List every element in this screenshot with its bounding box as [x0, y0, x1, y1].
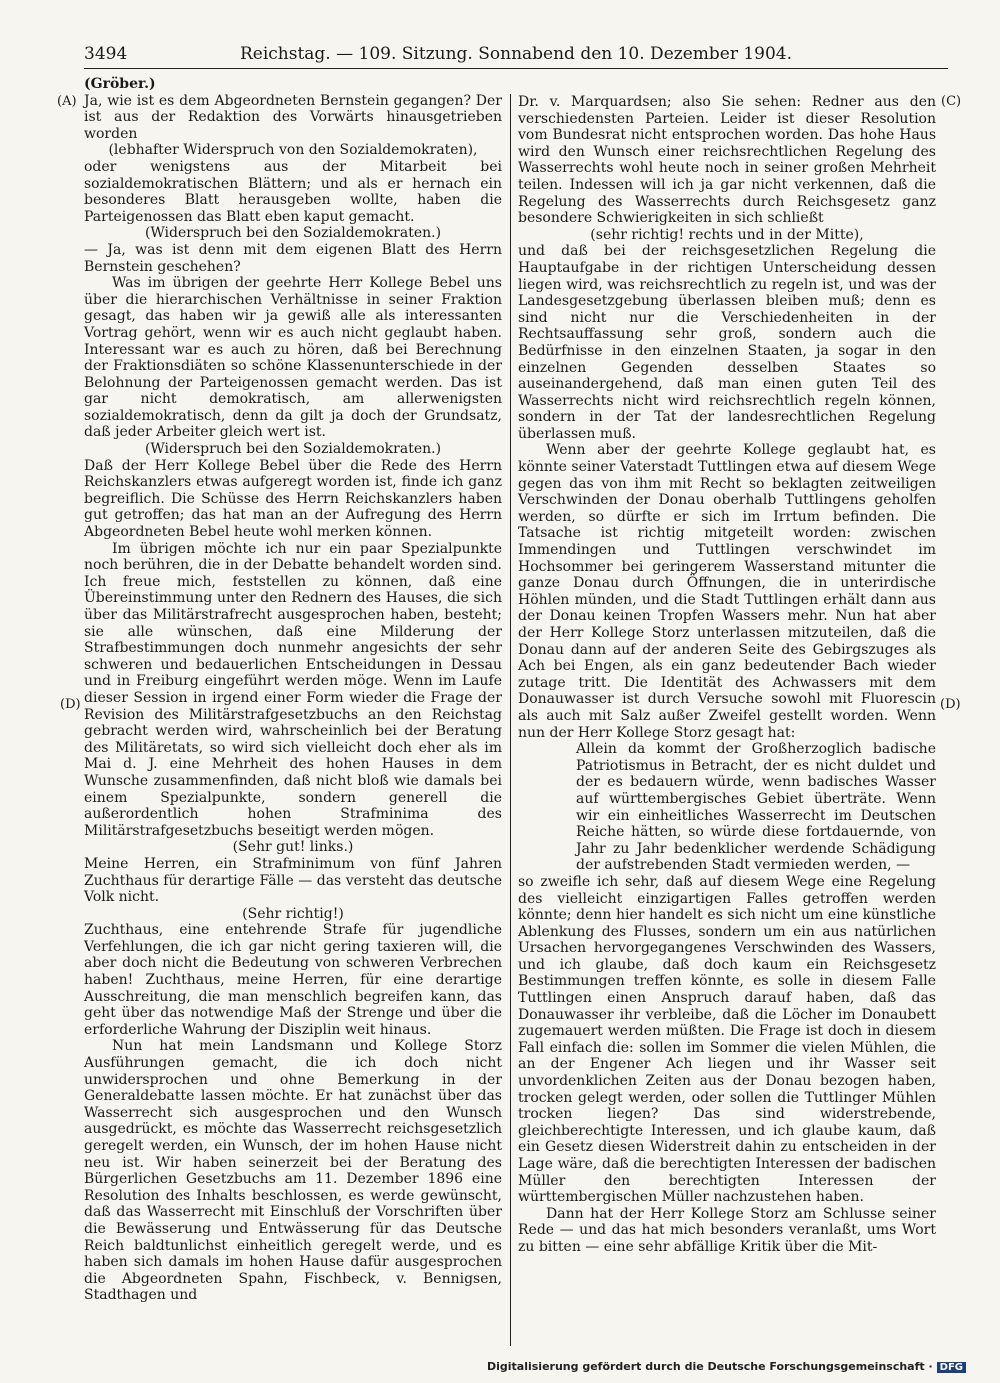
paragraph: Dr. v. Marquardsen; also Sie sehen: Redner aus den verschiedensten Parteien. Leider ist dieser Resolution vom Bundesrat nicht entsprochen worden. Das hohe Haus wird den Wunsch einer reichsrechtlichen Regelung des Wasserrechts wohl heute noch in seiner großen Mehrheit teilen. Indessen will ich ja gar nicht verkennen, daß die Regelung des Wasserrechts durch Reichsgesetz ganz besondere Schwierigkeiten in sich schließt: [518, 94, 936, 227]
paragraph: Wenn aber der geehrte Kollege geglaubt hat, es könnte seiner Vaterstadt Tuttlingen etwa auf diesem Wege gegen das von ihm mit Recht so beklagten zeitweiligen Verschwinden der Donau oberhalb Tuttlingens geholfen werden, so dürfte er sich im Irrtum befinden. Die Tatsache ist richtig mitgeteilt worden: zwischen Immendingen und Tuttlingen verschwindet im Hochsommer bei geringerem Wasserstand mitunter die ganze Donau durch Öffnungen, die in unterirdische Höhlen münden, und die Stadt Tuttlingen erhält dann aus der Donau keinen Tropfen Wassers mehr. Nun hat aber der Herr Kollege Storz unterlassen mitzuteilen, daß die Donau dann auf der anderen Seite des Gebirgszuges als Ach bei Engen, als ein ganz bedeutender Bach wieder zutage tritt. Die Identität des Achwassers mit dem Donauwasser ist durch Versuche sowohl mit Fluorescin als auch mit Salz außer Zweifel gestellt worden. Wenn nun der Herr Kollege Storz gesagt hat:: [518, 442, 936, 741]
paragraph: oder wenigstens aus der Mitarbeit bei sozialdemokratischen Blättern; und als er hernach ein besonderes Blatt herausgeben wollte, haben die Parteigenossen das Blatt eben kaput gemacht.: [84, 158, 502, 225]
running-title: Reichstag. — 109. Sitzung. Sonnabend den 10. Dezember 1904.: [239, 44, 793, 64]
block-quote: Allein da kommt der Großherzoglich badische Patriotismus in Betracht, der es nicht duldet und der es bedauern würde, wenn badisches Wasser auf württembergisches Gebiet überträte. Wenn wir ein einheitliches Wasserrecht im Deutschen Reiche hätten, so würde diese fortdauernde, von Jahr zu Jahr bedenklicher werdende Schädigung der aufstrebenden Stadt vermieden werden, —: [576, 741, 936, 874]
paragraph: Dann hat der Herr Kollege Storz am Schlusse seiner Rede — und das hat mich besonders veranlaßt, ums Wort zu bitten — eine sehr abfällige Kritik über die Mit-: [518, 1205, 936, 1255]
paragraph: und daß bei der reichsgesetzlichen Regelung die Hauptaufgabe in der richtigen Unterscheidung dessen liegen wird, was reichsrechtlich zu regeln ist, und was der Landesgesetzgebung überlassen bleiben muß; denn es sind nicht nur die Verschiedenheiten in der Rechtsauffassung sehr groß, sondern auch die Bedürfnisse in den einzelnen Staaten, ja sogar in den einzelnen Gegenden desselben Staates so auseinandergehend, daß man einen guten Teil des Wasserrechts nicht wird reichsrechtlich regeln können, sondern in der Tat der landesrechtlichen Regelung überlassen muß.: [518, 243, 936, 442]
dfg-logo: DFG: [937, 1362, 966, 1373]
footer-text: Digitalisierung gefördert durch die Deutsche Forschungsgemeinschaft ·: [486, 1360, 933, 1373]
interjection: (Sehr gut! links.): [232, 839, 354, 856]
margin-marker-d-left: (D): [60, 697, 81, 712]
paragraph: Ja, wie ist es dem Abgeordneten Bernstein gegangen? Der ist aus der Redaktion des Vorwärts hinausgetrieben worden: [84, 92, 502, 142]
page-header: [84, 44, 948, 70]
header-rule: [84, 68, 948, 69]
margin-marker-c: (C): [941, 94, 962, 109]
margin-marker-d-right: (D): [940, 697, 961, 712]
speaker-name: (Gröber.): [84, 76, 156, 92]
footer-credit: [487, 1360, 966, 1373]
interjection: (Sehr richtig!): [242, 905, 344, 922]
interjection: (Widerspruch bei den Sozialdemokraten.): [144, 441, 442, 458]
interjection: (sehr richtig! rechts und in der Mitte),: [590, 226, 864, 243]
interjection: (lebhafter Widerspruch von den Sozialdemokraten),: [108, 142, 478, 159]
paragraph: Was im übrigen der geehrte Herr Kollege Bebel uns über die hierarchischen Verhältnisse in seiner Fraktion gesagt, das haben wir ja gewiß alle als interessanten Vortrag gehört, wenn wir es auch nicht geglaubt haben. Interessant war es auch zu hören, daß bei Berechnung der Fraktionsdiäten so schöne Klassenunterschiede in der Belohnung der Parteigenossen gemacht werden. Das ist gar nicht demokratisch, am allerwenigsten sozialdemokratisch, denn da gilt ja doch der Grundsatz, daß jeder Arbeiter gleich wert ist.: [84, 275, 502, 441]
paragraph: — Ja, was ist denn mit dem eigenen Blatt des Herrn Bernstein geschehen?: [84, 241, 502, 275]
paragraph: Meine Herren, ein Strafminimum von fünf Jahren Zuchthaus für derartige Fälle — das versteht das deutsche Volk nicht.: [84, 855, 502, 906]
paragraph: Daß der Herr Kollege Bebel über die Rede des Herrn Reichskanzlers etwas aufgeregt worden ist, finde ich ganz begreiflich. Die Schüsse des Herrn Reichskanzlers haben gut getroffen; das hat man an der Aufregung des Herrn Abgeordneten Bebel heute wohl merken können.: [84, 457, 502, 541]
page-number: 3494: [84, 44, 128, 64]
paragraph: Nun hat mein Landsmann und Kollege Storz Ausführungen gemacht, die ich doch nicht unwidersprochen und ohne Bemerkung in der Generaldebatte lassen möchte. Er hat zunächst über das Wasserrecht sich ausgesprochen und den Wunsch ausgedrückt, es möchte das Wasserrecht reichsgesetzlich geregelt werden, ein Wunsch, der im hohen Hause nicht neu ist. Wir haben seinerzeit bei der Beratung des Bürgerlichen Gesetzbuchs am 11. Dezember 1896 eine Resolution des Inhalts beschlossen, es werde gewünscht, daß das Wasserrecht mit Einschluß der Vorschriften über die Bewässerung und Entwässerung für das Deutsche Reich baldtunlichst einheitlich geregelt werde, und es haben sich damals im hohen Hause dafür ausgesprochen die Abgeordneten Spahn, Fischbeck, v. Bennigsen, Stadthagen und: [84, 1038, 502, 1304]
paragraph: Zuchthaus, eine entehrende Strafe für jugendliche Verfehlungen, die ich gar nicht gering taxieren will, die aber doch nicht die Bedeutung von schweren Verbrechen haben! Zuchthaus, meine Herren, für eine derartige Ausschreitung, die man menschlich begreifen kann, das geht über das notwendige Maß der Strenge und über die erforderliche Wahrung der Disziplin weit hinaus.: [84, 922, 502, 1038]
column-divider: [510, 94, 511, 1346]
interjection: (Widerspruch bei den Sozialdemokraten.): [144, 225, 442, 242]
right-column: [518, 94, 936, 1256]
paragraph: Im übrigen möchte ich nur ein paar Spezialpunkte noch berühren, die in der Debatte behandelt worden sind. Ich freue mich, feststellen zu können, daß eine Übereinstimmung unter den Rednern des Hauses, die sich über das Militärstrafrecht ausgesprochen haben, besteht; sie alle wünschen, daß eine Milderung der Strafbestimmungen doch nunmehr angesichts der sehr schweren und bedauerlichen Entscheidungen in Dessau und in Freiburg eingeführt werden möge. Wenn im Laufe dieser Session in irgend einer Form wieder die Frage der Revision des Militärstrafgesetzbuchs an den Reichstag gebracht werden wird, wahrscheinlich bei der Beratung des Militäretats, so wird sich vielleicht doch eher als im Mai d. J. eine Mehrheit des hohen Hauses in dem Wunsche zusammenfinden, daß nicht bloß wie damals bei einem Spezialpunkte, sondern generell die außerordentlich hohen Strafminima des Militärstrafgesetzbuchs beseitigt werden mögen.: [84, 540, 502, 839]
left-column: [84, 76, 502, 1304]
paragraph: so zweifle ich sehr, daß auf diesem Wege eine Regelung des vielleicht einzigartigen Falles getroffen werden könnte; denn hier handelt es sich nicht um eine künstliche Ablenkung des Flusses, sondern um ein aus natürlichen Ursachen hervorgegangenes Verschwinden des Wassers, und ich glaube, daß doch kaum ein Reichsgesetz Bestimmungen treffen könnte, es solle in diesem Falle Tuttlingen einen Anspruch darauf haben, daß das Donauwasser ihr verbleibe, daß die Löcher im Donaubett zugemauert werden müßten. Die Frage ist doch in diesem Fall einfach die: sollen im Sommer die vielen Mühlen, die an der Engener Ach liegen und ihr Wasser seit unvordenklichen Zeiten aus der Donau bezogen haben, trocken gelegt werden, oder sollen die Tuttlinger Mühlen trocken liegen? Das sind widerstrebende, gleichberechtigte Interessen, und ich glaube kaum, daß ein Gesetz diesen Widerstreit dahin zu entscheiden in der Lage wäre, daß die berechtigten Interessen der badischen Müller den berechtigten Interessen der württembergischen Müller nachzustehen haben.: [518, 873, 936, 1206]
margin-marker-a: (A): [57, 94, 77, 109]
